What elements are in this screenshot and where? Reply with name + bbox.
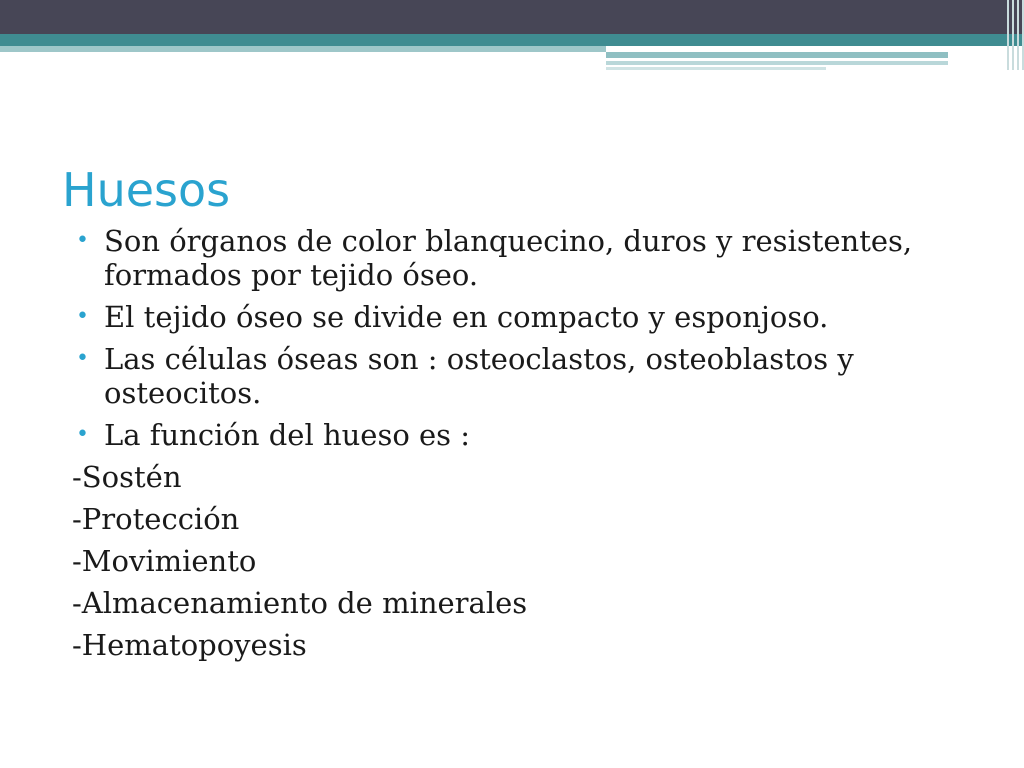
- bullet-icon: •: [76, 422, 89, 447]
- bullet-item: [74, 418, 974, 452]
- decor-bar: [606, 52, 948, 58]
- bullet-item: [74, 342, 974, 410]
- bullet-item: [74, 300, 974, 334]
- bullet-text: El tejido óseo se divide en compacto y esponjoso.: [104, 300, 829, 334]
- bullet-icon: •: [76, 346, 89, 371]
- teal-band: [0, 34, 1024, 46]
- bullet-text: La función del hueso es :: [104, 418, 471, 452]
- slide-title: Huesos: [62, 163, 231, 217]
- decor-bar: [606, 67, 826, 70]
- function-item: -Movimiento: [72, 544, 257, 578]
- bullet-list: [74, 224, 974, 452]
- teal-band-light: [0, 46, 606, 52]
- function-item: -Almacenamiento de minerales: [72, 586, 528, 620]
- bullet-icon: •: [76, 304, 89, 329]
- function-item: -Sostén: [72, 460, 182, 494]
- function-item: -Hematopoyesis: [72, 628, 307, 662]
- decor-vertical-lines: [992, 0, 1024, 70]
- slide-content: [74, 224, 974, 670]
- bullet-icon: •: [76, 228, 89, 253]
- function-item: -Protección: [72, 502, 240, 536]
- decor-bar: [606, 61, 948, 65]
- bullet-item: [74, 224, 974, 292]
- bullet-text: Son órganos de color blanquecino, duros y resistentes, formados por tejido óseo.: [104, 224, 913, 292]
- header-band: [0, 0, 1024, 34]
- bullet-text: Las células óseas son : osteoclastos, osteoblastos y osteocitos.: [104, 342, 854, 410]
